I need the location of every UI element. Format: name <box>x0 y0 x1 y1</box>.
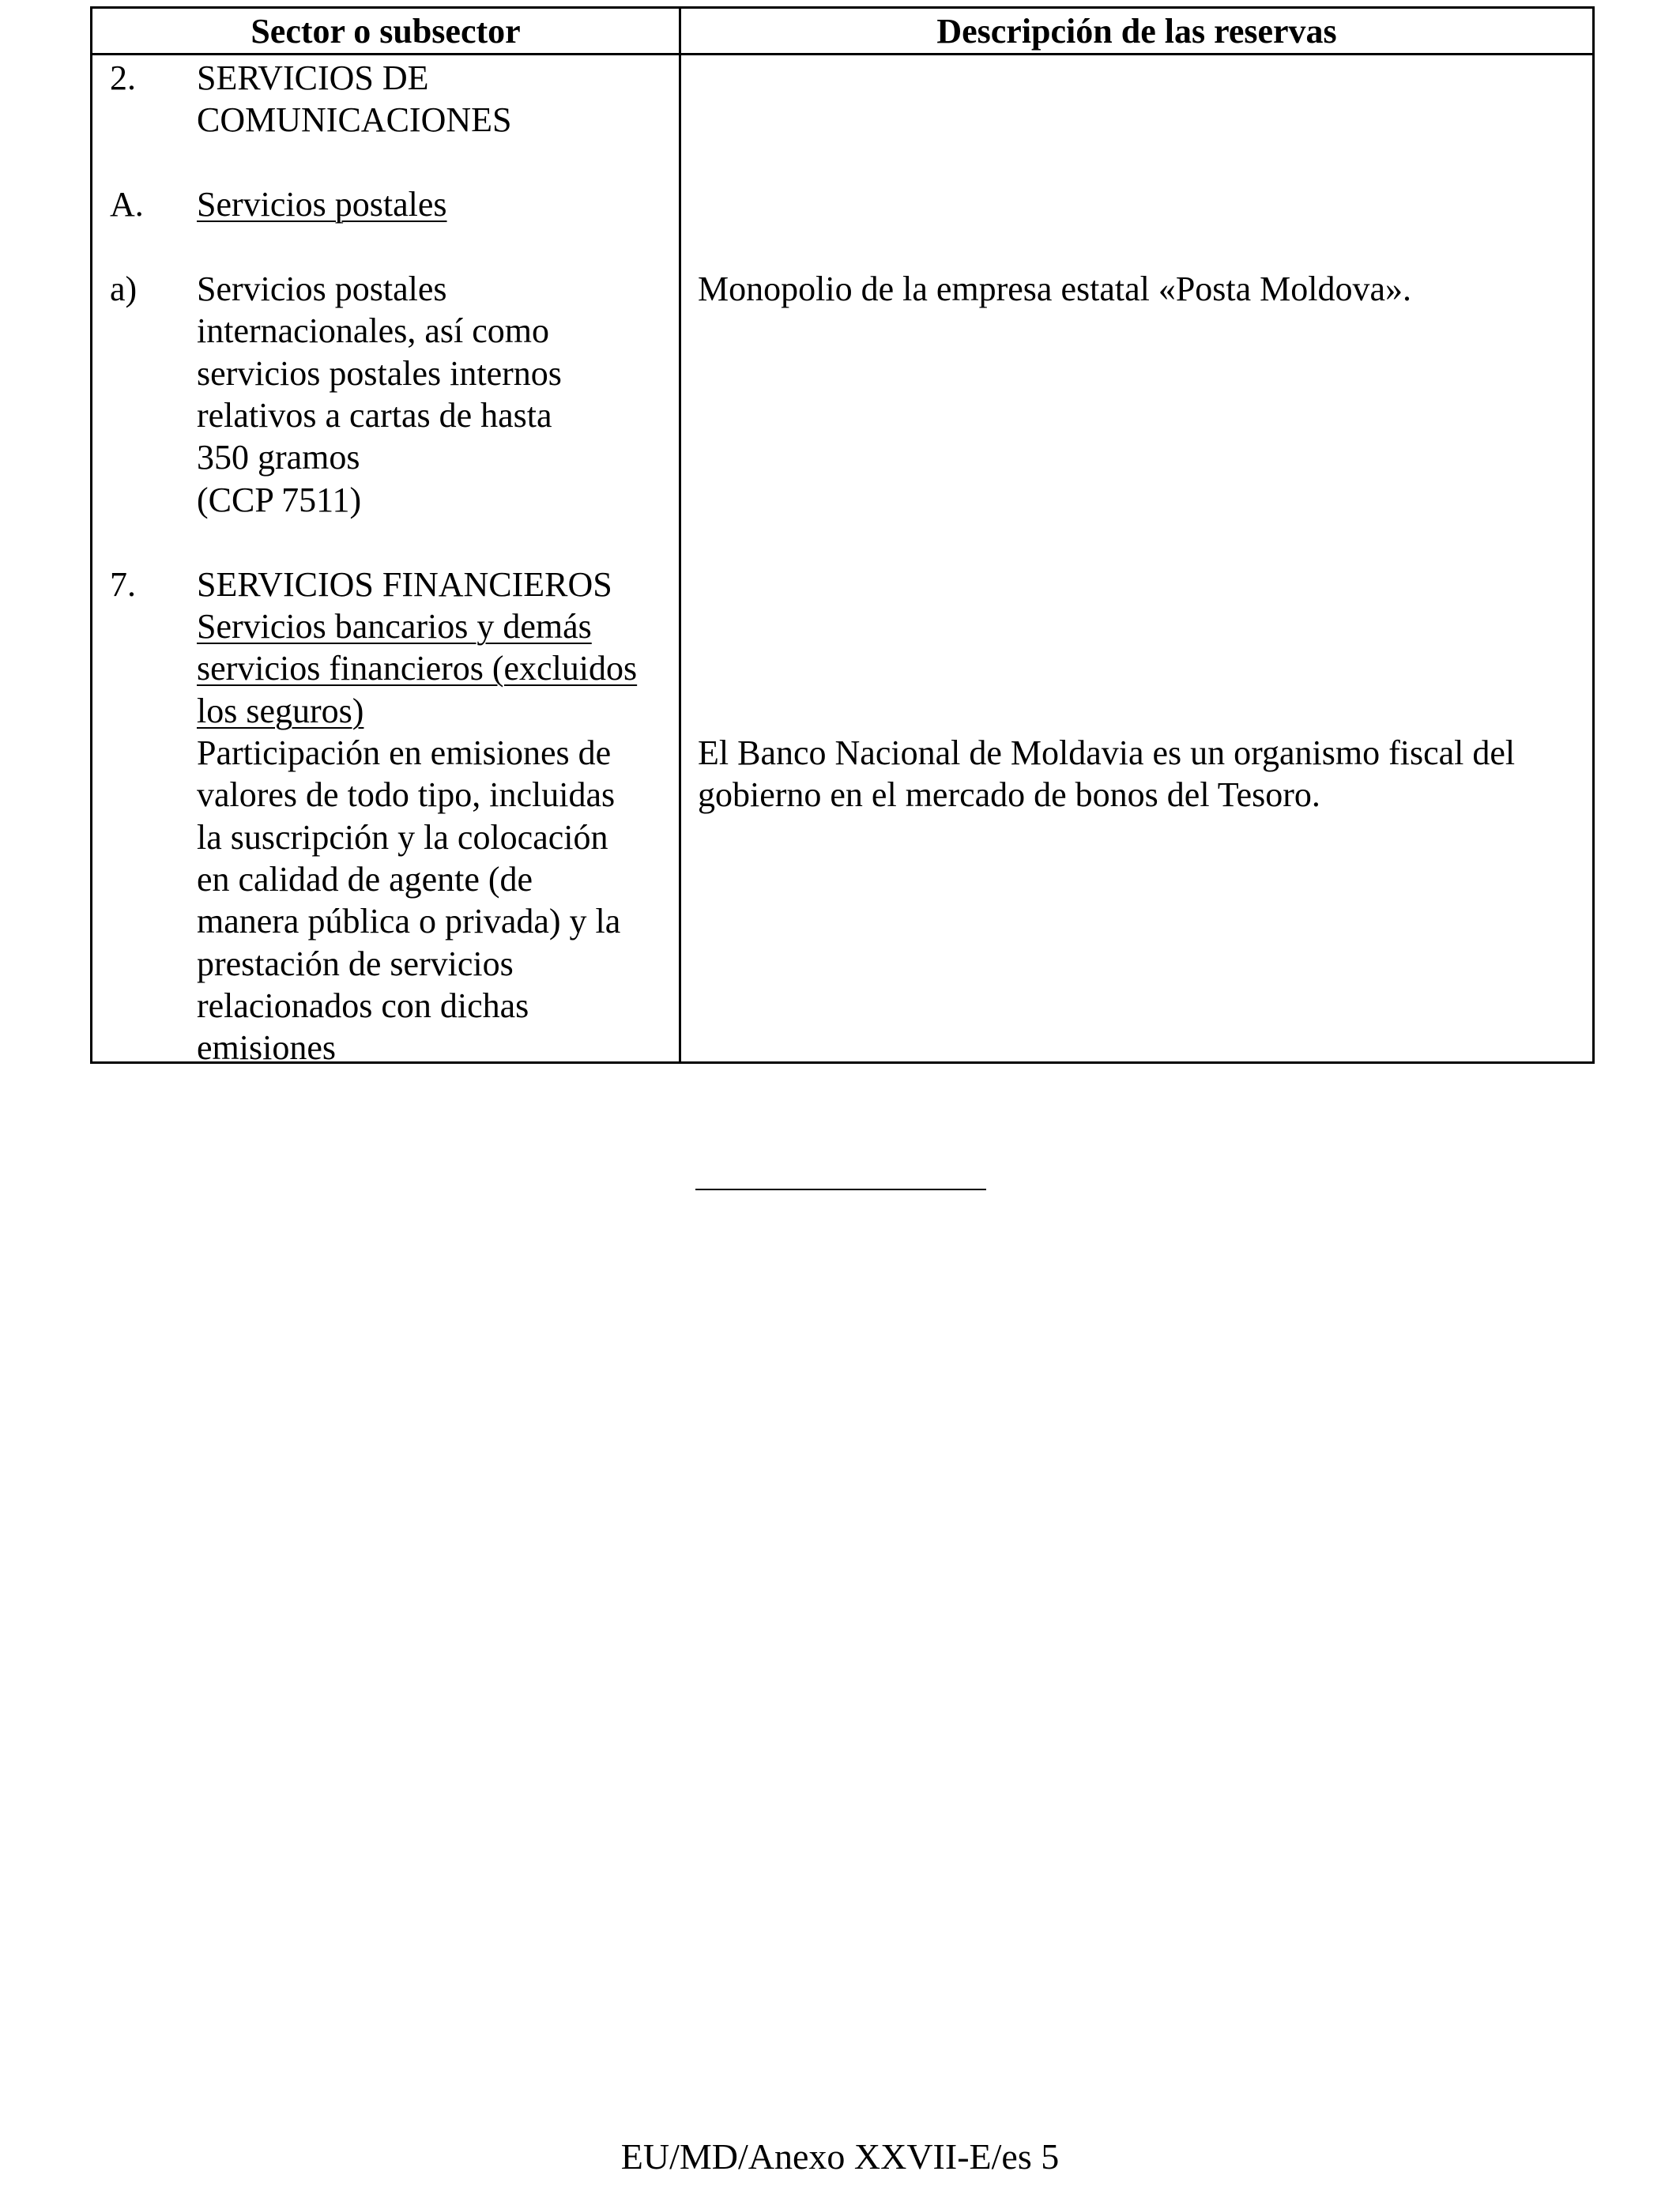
item-7-detail-line: valores de todo tipo, incluidas <box>197 775 616 814</box>
item-a-number: a) <box>110 270 137 308</box>
item-2-title-line1: SERVICIOS DE <box>197 58 429 97</box>
item-7-number: 7. <box>110 565 136 604</box>
header-description: Descripción de las reservas <box>936 12 1337 51</box>
item-a-line: relativos a cartas de hasta <box>197 396 552 435</box>
financial-reservation-line: El Banco Nacional de Moldavia es un organismo fiscal del <box>698 733 1516 772</box>
item-7-detail-line: prestación de servicios <box>197 944 514 983</box>
item-7-detail-line: en calidad de agente (de <box>197 860 533 899</box>
end-of-section-rule <box>695 1189 986 1190</box>
item-2-title-line2: COMUNICACIONES <box>197 100 512 139</box>
reservations-table <box>90 6 1595 1067</box>
item-7-detail-line: relacionados con dichas <box>197 986 529 1025</box>
item-a-line: Servicios postales <box>197 270 447 308</box>
item-7-detail-line: manera pública o privada) y la <box>197 902 621 941</box>
column-divider <box>679 9 681 1061</box>
item-7-detail-line: emisiones <box>197 1028 336 1067</box>
item-a-line: 350 gramos <box>197 438 360 477</box>
header-sector: Sector o subsector <box>250 12 521 51</box>
page-footer-reference: EU/MD/Anexo XXVII-E/es 5 <box>620 2136 1060 2177</box>
item-7-subheading-line: servicios financieros (excluidos <box>197 649 638 688</box>
table-header-row <box>92 9 1592 55</box>
item-A-title: Servicios postales <box>197 185 447 224</box>
item-7-subheading-line: los seguros) <box>197 692 364 730</box>
postal-reservation-text: Monopolio de la empresa estatal «Posta Moldova». <box>698 270 1412 308</box>
item-7-detail-line: la suscripción y la colocación <box>197 818 608 857</box>
item-2-number: 2. <box>110 58 136 97</box>
financial-reservation-line: gobierno en el mercado de bonos del Tesoro. <box>698 775 1320 814</box>
item-a-line: internacionales, así como <box>197 311 549 350</box>
item-7-title: SERVICIOS FINANCIEROS <box>197 565 612 604</box>
item-7-subheading-line: Servicios bancarios y demás <box>197 607 592 646</box>
item-a-line: servicios postales internos <box>197 354 562 393</box>
item-a-line: (CCP 7511) <box>197 481 362 519</box>
item-A-number: A. <box>110 185 144 224</box>
item-7-detail-line: Participación en emisiones de <box>197 733 612 772</box>
